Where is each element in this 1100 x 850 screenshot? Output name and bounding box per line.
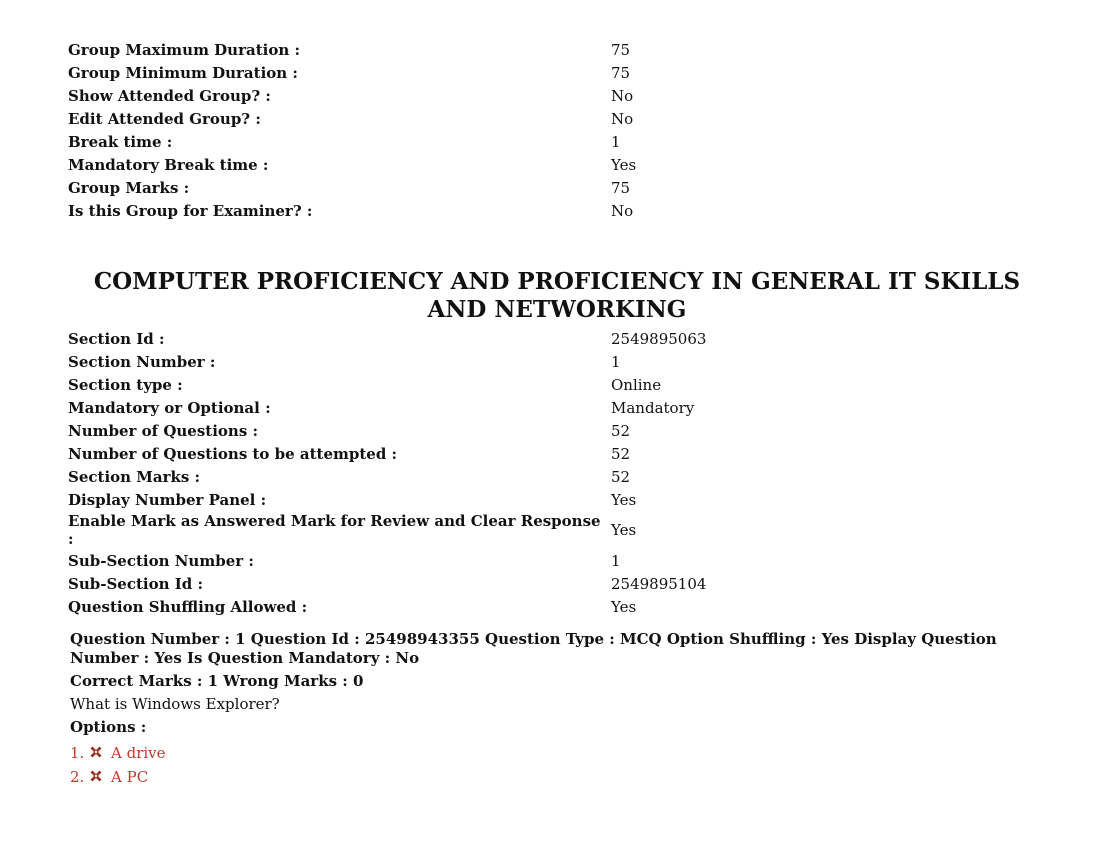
group-info-row bbox=[67, 199, 1047, 222]
section-info-label: Section Number : bbox=[68, 352, 216, 371]
group-info-label: Edit Attended Group? : bbox=[68, 109, 261, 128]
section-info-row bbox=[67, 465, 1047, 488]
section-info-value: 1 bbox=[611, 352, 621, 371]
option-text: A drive bbox=[111, 744, 166, 762]
section-info-label: Sub-Section Number : bbox=[68, 551, 254, 570]
group-info-label: Group Marks : bbox=[68, 178, 190, 197]
option-text: A PC bbox=[111, 768, 149, 786]
section-info-value: 52 bbox=[611, 421, 631, 440]
section-info-row bbox=[67, 350, 1047, 373]
group-info-row bbox=[67, 61, 1047, 84]
section-info-label: Number of Questions : bbox=[68, 421, 259, 440]
group-info-label: Break time : bbox=[68, 132, 173, 151]
section-info-table bbox=[67, 327, 1047, 618]
section-info-value: Yes bbox=[611, 597, 637, 616]
group-info-label: Group Minimum Duration : bbox=[68, 63, 298, 82]
group-info-row bbox=[67, 176, 1047, 199]
section-info-label: Section type : bbox=[68, 375, 183, 394]
options-label: Options : bbox=[70, 718, 147, 736]
section-info-value: 2549895104 bbox=[611, 574, 707, 593]
group-info-label: Mandatory Break time : bbox=[68, 155, 269, 174]
section-info-value: 1 bbox=[611, 551, 621, 570]
wrong-cross-icon bbox=[89, 742, 103, 756]
section-info-row bbox=[67, 419, 1047, 442]
question-text: What is Windows Explorer? bbox=[70, 695, 280, 713]
section-info-row bbox=[67, 396, 1047, 419]
section-info-row bbox=[67, 572, 1047, 595]
section-info-row bbox=[67, 373, 1047, 396]
question-marks: Correct Marks : 1 Wrong Marks : 0 bbox=[70, 672, 364, 690]
group-info-row bbox=[67, 153, 1047, 176]
section-info-value: Online bbox=[611, 375, 662, 394]
group-info-row bbox=[67, 38, 1047, 61]
option-number: 2. bbox=[70, 768, 85, 786]
group-info-value: 75 bbox=[611, 40, 631, 59]
section-info-label: Display Number Panel : bbox=[68, 490, 267, 509]
option-item bbox=[70, 765, 1030, 789]
section-info-label: Mandatory or Optional : bbox=[68, 398, 271, 417]
section-info-row bbox=[67, 595, 1047, 618]
group-info-label: Show Attended Group? : bbox=[68, 86, 271, 105]
group-info-value: No bbox=[611, 201, 634, 220]
group-info-table bbox=[67, 38, 1047, 222]
section-info-value: 2549895063 bbox=[611, 329, 707, 348]
section-info-value: Mandatory bbox=[611, 398, 695, 417]
group-info-value: No bbox=[611, 109, 634, 128]
question-meta: Question Number : 1 Question Id : 25498943355 Question Type : MCQ Option Shuffling : Yes Display Question Number : Yes Is Question Mandatory : No bbox=[70, 630, 997, 667]
section-info-row bbox=[67, 488, 1047, 511]
group-info-value: No bbox=[611, 86, 634, 105]
group-info-value: 75 bbox=[611, 178, 631, 197]
group-info-row bbox=[67, 84, 1047, 107]
section-info-row bbox=[67, 549, 1047, 572]
group-info-value: 1 bbox=[611, 132, 621, 151]
section-info-label: Sub-Section Id : bbox=[68, 574, 203, 593]
section-info-label: Number of Questions to be attempted : bbox=[68, 444, 398, 463]
section-info-value: Yes bbox=[611, 490, 637, 509]
section-info-row bbox=[67, 442, 1047, 465]
section-info-row bbox=[67, 327, 1047, 350]
wrong-cross-icon bbox=[89, 766, 103, 780]
section-info-value: 52 bbox=[611, 444, 631, 463]
group-info-row bbox=[67, 107, 1047, 130]
group-info-label: Is this Group for Examiner? : bbox=[68, 201, 313, 220]
section-info-label: Section Marks : bbox=[68, 467, 201, 486]
group-info-label: Group Maximum Duration : bbox=[68, 40, 301, 59]
section-info-label: Enable Mark as Answered Mark for Review and Clear Response : bbox=[68, 512, 601, 548]
option-item bbox=[70, 741, 1030, 765]
section-info-label: Section Id : bbox=[68, 329, 165, 348]
group-info-value: Yes bbox=[611, 155, 637, 174]
group-info-value: 75 bbox=[611, 63, 631, 82]
section-info-label: Question Shuffling Allowed : bbox=[68, 597, 308, 616]
group-info-row bbox=[67, 130, 1047, 153]
section-info-value: 52 bbox=[611, 467, 631, 486]
option-number: 1. bbox=[70, 744, 85, 762]
question-block bbox=[70, 630, 1030, 789]
section-info-value: Yes bbox=[611, 521, 637, 539]
section-info-row bbox=[67, 511, 1047, 549]
section-title: COMPUTER PROFICIENCY AND PROFICIENCY IN GENERAL IT SKILLS AND NETWORKING bbox=[93, 268, 1021, 323]
